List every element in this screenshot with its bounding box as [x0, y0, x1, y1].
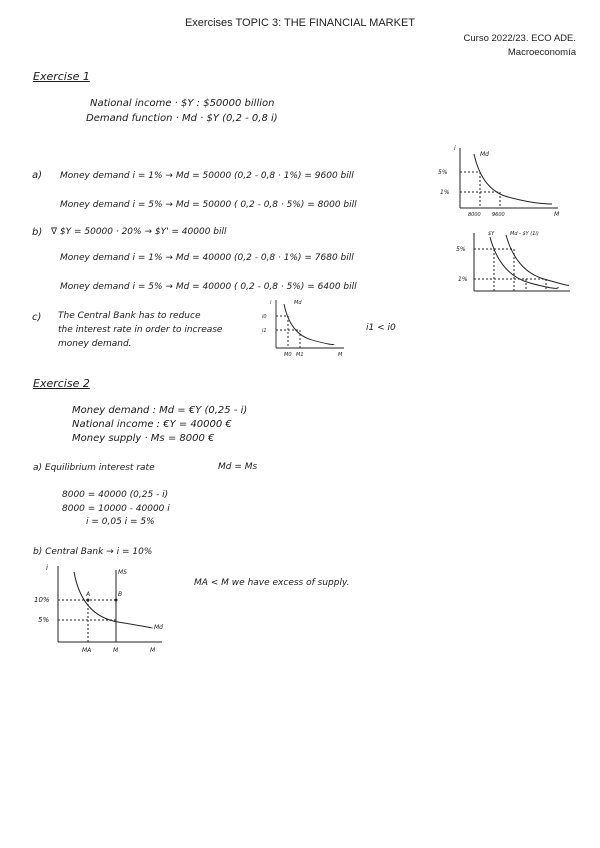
ex1-national-income: National income · $Y : $50000 billion	[90, 98, 275, 109]
ex1-c-line-1: The Central Bank has to reduce	[58, 311, 201, 321]
ex1-graph-a	[430, 140, 570, 220]
ex2-a-step-1: 8000 = 40000 (0,25 - i)	[62, 490, 169, 500]
ex2-money-supply: Money supply · Ms = 8000 €	[72, 433, 215, 444]
ex2-graph-m-axis: M	[150, 647, 156, 654]
ex1-graph-c-x2: M1	[296, 352, 304, 358]
ex1-graph-c-i-axis: i	[270, 300, 272, 306]
ex2-money-demand: Money demand : Md = €Y (0,25 - i)	[72, 405, 248, 416]
exercise-1-heading: Exercise 1	[33, 70, 90, 83]
ex2-graph-y-hi: 10%	[34, 596, 50, 604]
ex1-graph-c-y-top: i0	[262, 314, 267, 320]
ex2-graph-point-a: A	[86, 591, 91, 598]
ex2-national-income: National income : €Y = 40000 €	[72, 419, 232, 430]
ex2-graph-point-b: B	[118, 591, 123, 598]
ex2-a-step-3: i = 0,05 i = 5%	[86, 517, 155, 527]
course-label: Curso 2022/23. ECO ADE.	[463, 33, 576, 44]
ex1-graph-b-curve-2: Md - $Y (1i)	[510, 231, 539, 237]
ex1-a-line-1: Money demand i = 1% → Md = 50000 (0,2 - 0,8 · 1%) = 9600 bill	[60, 171, 354, 181]
ex2-graph-y-lo: 5%	[38, 616, 50, 624]
ex1-c-line-2: the interest rate in order to increase	[58, 325, 223, 335]
ex1-graph-a-y-lo: 1%	[440, 189, 450, 196]
ex2-graph-x2: M	[113, 647, 119, 654]
ex1-graph-c-curve-label: Md	[294, 300, 302, 306]
ex1-graph-b	[450, 225, 580, 300]
ex1-graph-a-m-axis: M	[554, 211, 560, 218]
ex1-graph-c-x1: M0	[284, 352, 292, 358]
ex1-graph-a-y-hi: 5%	[438, 169, 448, 176]
ex1-graph-c-m-axis: M	[338, 352, 343, 358]
ex2-part-a-equation: Md = Ms	[218, 462, 258, 472]
ex1-b-line-1: Money demand i = 1% → Md = 40000 (0,2 - 0,8 · 1%) = 7680 bill	[60, 253, 354, 263]
ex1-graph-a-i-axis: i	[454, 145, 456, 152]
ex1-demand-function: Demand function · Md · $Y (0,2 - 0,8 i)	[86, 113, 278, 124]
ex1-b-line-0: ∇ $Y = 50000 · 20% → $Y' = 40000 bill	[51, 227, 227, 237]
ex2-part-b-title: b) Central Bank → i = 10%	[33, 547, 153, 557]
ex1-graph-c	[256, 296, 351, 358]
ex1-part-a-label: a)	[32, 170, 43, 181]
ex2-graph-supply-label: MS	[118, 569, 127, 576]
ex1-part-c-label: c)	[32, 312, 42, 323]
ex2-graph-x1: MA	[82, 647, 92, 654]
ex2-part-a-title: a) Equilibrium interest rate	[33, 463, 155, 473]
ex2-a-step-2: 8000 = 10000 - 40000 i	[62, 504, 170, 514]
ex2-part-b-note: MA < M we have excess of supply.	[194, 578, 350, 588]
document-title: Exercises TOPIC 3: THE FINANCIAL MARKET	[184, 17, 416, 29]
ex1-c-line-3: money demand.	[58, 339, 132, 349]
ex1-graph-b-y-hi: 5%	[456, 246, 466, 253]
department-label: Macroeconomía	[507, 47, 576, 58]
exercise-2-heading: Exercise 2	[33, 377, 90, 390]
ex1-graph-a-x2: 9600	[492, 212, 505, 218]
ex1-graph-a-curve-label: Md	[480, 151, 489, 158]
ex2-graph	[18, 560, 168, 660]
ex1-part-b-label: b)	[32, 227, 43, 238]
ex1-graph-b-curve-1: $Y	[488, 231, 495, 237]
ex1-a-line-2: Money demand i = 5% → Md = 50000 ( 0,2 - 0,8 · 5%) = 8000 bill	[60, 200, 357, 210]
ex1-graph-a-x1: 8000	[468, 212, 481, 218]
ex1-b-line-2: Money demand i = 5% → Md = 40000 ( 0,2 - 0,8 · 5%) = 6400 bill	[60, 282, 357, 292]
ex1-graph-c-y-low: i1	[262, 328, 267, 334]
ex1-c-note: i1 < i0	[366, 323, 396, 333]
ex1-graph-b-y-lo: 1%	[458, 276, 468, 283]
ex2-graph-demand-label: Md	[154, 624, 163, 631]
ex2-graph-i-axis: i	[46, 564, 48, 572]
